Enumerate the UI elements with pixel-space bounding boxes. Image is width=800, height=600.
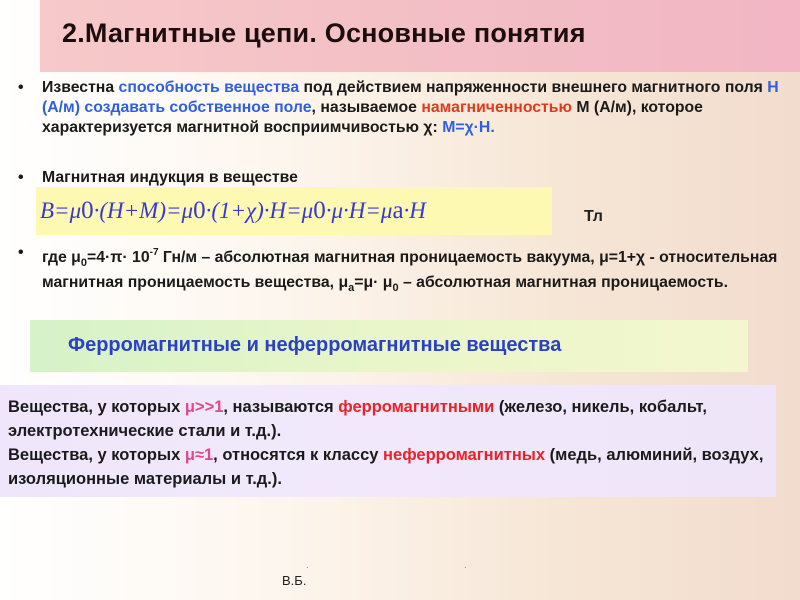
bullet-item-permeability: • где $\mu_0=4\cdot\pi\cdot 10^{-7}$ Гн/м – абсолютная магнитная проницаемость вакуума, μ=1+χ - относительная магнитная проницаемость вещества, $\mu_a=\mu\cdot \mu_0$ – абсолютная магнитная проницаемость. — [18, 244, 778, 294]
bullet-item-magnetization: • Известна способность вещества под действием напряженности внешнего магнитного поля Н (А/м) создавать собственное поле, называемое намагниченностью М (А/м), которое характеризуется магнитной восприимчивостью χ: M=χ·H. — [18, 79, 779, 136]
section-banner — [30, 320, 748, 372]
footer-dot: . — [306, 560, 309, 570]
footer-dot: . — [464, 560, 467, 570]
bullet-icon: • — [18, 244, 24, 261]
definition-text: Вещества, у которых μ>>1, называются ферромагнитными (железо, никель, кобальт, электротехнические стали и т.д.). Вещества, у которых μ≈1, относятся к классу неферромагнитных (медь, алюминий, воздух, изоляционные материалы и т.д.). — [8, 398, 764, 488]
bullet-icon: • — [18, 169, 24, 186]
bullet-icon: • — [18, 79, 24, 96]
footer-author: В.Б. — [282, 573, 307, 588]
section-title: Ферромагнитные и неферромагнитные вещества — [68, 334, 562, 356]
slide-title: 2.Магнитные цепи. Основные понятия — [62, 18, 586, 48]
bullet-item-induction: • Магнитная индукция в веществе — [18, 169, 298, 186]
definition-box — [0, 385, 776, 497]
induction-formula: B=μ 0 ·(H+M)=μ 0 ·(1+χ)·H=μ 0 ·μ·H=μ a ·H — [36, 187, 552, 235]
formula-unit: Тл — [584, 208, 603, 225]
